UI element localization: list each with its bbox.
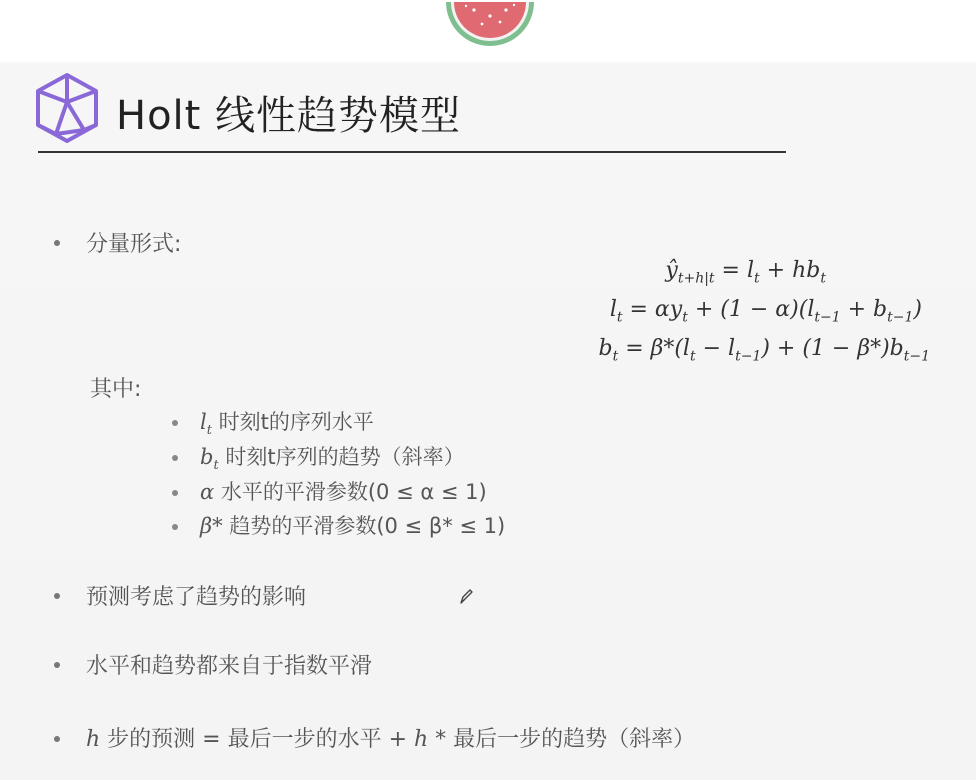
bullet-component-form: 分量形式: [86,232,182,257]
polyhedron-logo-icon [34,72,100,144]
formula-subscript: t [820,270,826,287]
h-symbol: h [414,727,429,752]
definition-symbol: l [200,410,207,434]
formula-subscript: t [682,309,688,326]
formula-text: = [714,258,747,283]
page-title: Holt 线性趋势模型 [116,93,462,139]
formula-subscript: t−1 [903,348,930,365]
definition-text: 时刻t的序列水平 [211,410,374,434]
formula-subscript: t [612,348,619,365]
formula-subscript: t [754,270,760,287]
formula-text: + b [840,297,888,322]
definition-text: 趋势的平滑参数(0 ≤ β* ≤ 1) [222,514,506,538]
definition-level [200,406,374,438]
formula-text: ) + (1 − β*)b [761,336,904,361]
definition-subscript: t [206,423,212,439]
bullet-exponential-smoothing: 水平和趋势都来自于指数平滑 [86,654,373,679]
formula-symbol: l [609,297,617,322]
definition-text: 时刻t序列的趋势（斜率） [218,445,465,469]
where-label: 其中: [90,377,142,402]
formula-subscript: t [689,348,696,365]
sub-bullet-dot [172,524,178,530]
formula-subscript: t−1 [887,309,914,326]
sub-bullet-dot [172,420,178,426]
formula-text: − l [695,336,736,361]
bullet-trend-effect: 预测考虑了趋势的影响 [86,585,307,610]
formula-subscript: t−1 [735,348,762,365]
definition-subscript: t [213,458,219,474]
formula-text: ) [913,297,922,322]
sub-bullet-dot [172,455,178,461]
formula-text: + [759,258,793,283]
definition-beta [200,510,505,540]
formula-trend [598,336,930,364]
definition-symbol: b [200,445,214,469]
definition-symbol: β* [200,514,223,538]
bullet-dot [54,593,60,599]
formula-text: + (1 − α)(l [687,297,815,322]
h-symbol: h [86,727,101,752]
bullet-dot [54,736,60,742]
definition-symbol: α [200,480,215,504]
formula-symbol: b [598,336,613,361]
bullet-text: * 最后一步的趋势（斜率） [428,727,696,752]
watermelon-icon [444,0,536,46]
formula-subscript: t [616,309,623,326]
bullet-dot [54,662,60,668]
formula-symbol: ŷ [665,258,678,283]
definition-text: 水平的平滑参数(0 ≤ α ≤ 1) [214,480,487,504]
definition-trend [200,441,465,473]
definition-alpha [200,476,487,506]
bullet-dot [54,240,60,246]
formula-subscript: t−1 [814,309,841,326]
formula-symbol: l [746,258,755,283]
pencil-icon [458,588,474,606]
formula-forecast [665,258,826,286]
formula-subscript: t+h|t [677,270,715,287]
formula-text: = αy [622,297,683,322]
bullet-text: 步的预测 = 最后一步的水平 + [100,727,415,752]
title-divider [38,151,786,153]
formula-text: = β*(l [618,336,690,361]
formula-symbol: hb [792,258,821,283]
sub-bullet-dot [172,490,178,496]
formula-level [610,297,922,325]
bullet-h-step-forecast [86,722,695,753]
